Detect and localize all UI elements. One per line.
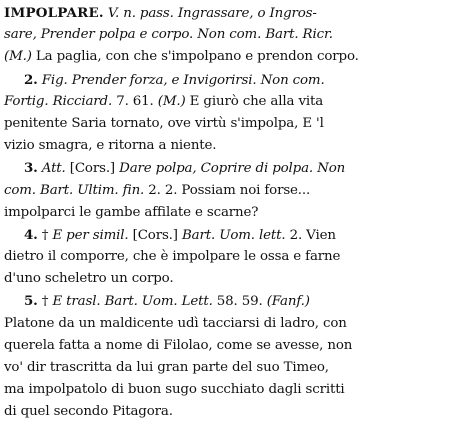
roman-text: impolparci le gambe affilate e scarne?: [4, 204, 259, 220]
entry-line: [4, 135, 465, 157]
entry-line: [4, 180, 465, 202]
dictionary-entry: [4, 2, 465, 420]
italic-text: E trasl. Bart. Uom. Lett.: [52, 294, 213, 310]
entry-line: [4, 69, 465, 91]
roman-text: ma impolpatolo di buon sugo succhiato dagli scritti: [4, 382, 345, 398]
roman-text: 2. 2. Possiam noi forse...: [144, 182, 311, 198]
roman-text: 2. Vien: [285, 227, 336, 243]
entry-line: [4, 246, 465, 268]
roman-text: La paglia, con che s'impolpano e prendon corpo.: [31, 49, 359, 65]
italic-text: sare, Prender polpa e corpo. Non com. Bart. Ricr.: [4, 27, 333, 43]
roman-text: 58. 59.: [212, 294, 267, 310]
entry-line: [4, 313, 465, 335]
italic-text: Bart. Uom. lett.: [181, 227, 286, 243]
entry-line: [4, 2, 465, 24]
roman-text: dietro il comporre, che è impolpare le ossa e farne: [4, 249, 341, 265]
headword: IMPOLPARE.: [4, 5, 104, 21]
roman-text: [Cors.]: [65, 161, 120, 177]
sense-number: 4.: [24, 226, 38, 243]
roman-text: [Cors.]: [128, 227, 182, 243]
italic-text: com. Bart. Ultim. fin.: [4, 182, 145, 198]
entry-line: [4, 357, 465, 379]
sense-number: 2.: [24, 71, 38, 88]
entry-line: [4, 91, 465, 113]
roman-text: penitente Saria tornato, ove virtù s'impolpa, E 'l: [4, 115, 324, 131]
entry-line: [4, 46, 465, 68]
roman-text: Platone da un maldicente udì tacciarsi di ladro, con: [4, 315, 347, 331]
italic-text: Fortig. Ricciard.: [4, 93, 113, 109]
roman-text: querela fatta a nome di Filolao, come se avesse, non: [4, 337, 353, 353]
italic-text: V. n. pass. Ingrassare, o Ingros-: [103, 6, 317, 21]
entry-text-block: [4, 2, 465, 424]
italic-text: (M.): [4, 49, 32, 65]
roman-text: di quel secondo Pitagora.: [4, 404, 173, 420]
italic-text: Att.: [37, 161, 66, 177]
italic-text: (M.): [157, 93, 186, 109]
roman-text: d'uno scheletro un corpo.: [4, 271, 174, 287]
italic-text: (Fanf.): [266, 294, 310, 310]
entry-line: [4, 157, 465, 179]
roman-text: †: [37, 294, 53, 310]
roman-text: 7. 61.: [112, 93, 158, 109]
entry-line: [4, 401, 465, 423]
roman-text: vo' dir trascritta da lui gran parte del suo Timeo,: [4, 360, 329, 375]
entry-line: [4, 268, 465, 290]
roman-text: E giurò che alla vita: [185, 93, 324, 109]
entry-line: [4, 113, 465, 135]
roman-text: †: [37, 227, 53, 243]
entry-line: [4, 335, 465, 357]
entry-line: [4, 202, 465, 224]
entry-line: [4, 379, 465, 401]
entry-line: [4, 224, 465, 246]
entry-line: [4, 24, 465, 46]
italic-text: Dare polpa, Coprire di polpa. Non: [119, 161, 346, 177]
entry-line: [4, 290, 465, 312]
italic-text: E per simil.: [52, 227, 129, 243]
italic-text: Fig. Prender forza, e Invigorirsi. Non com.: [37, 72, 325, 88]
roman-text: vizio smagra, e ritorna a niente.: [4, 138, 217, 154]
sense-number: 5.: [24, 293, 38, 310]
sense-number: 3.: [24, 160, 38, 177]
